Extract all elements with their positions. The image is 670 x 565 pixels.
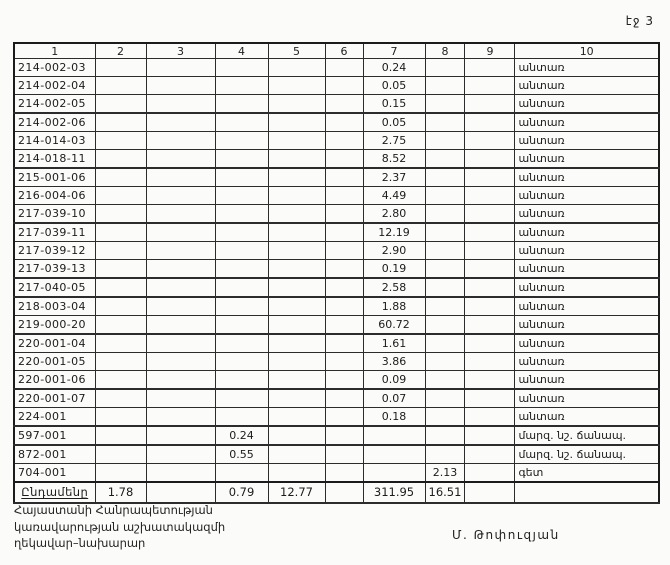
value-cell (146, 426, 215, 445)
value-cell (465, 168, 515, 187)
value-cell (325, 408, 363, 427)
table-row (14, 242, 659, 260)
column-header: 2 (95, 43, 146, 59)
total-value-cell: 16.51 (425, 482, 465, 503)
parcel-code-cell: 217-039-10 (14, 205, 95, 224)
value-cell (95, 316, 146, 335)
page-number: էջ 3 (625, 14, 654, 28)
column-header: 5 (268, 43, 325, 59)
value-cell (268, 297, 325, 316)
value-cell (425, 132, 465, 150)
value-cell (465, 334, 515, 353)
value-cell (95, 205, 146, 224)
land-type-cell: անտառ (515, 389, 659, 408)
value-cell (465, 187, 515, 205)
value-cell: 2.37 (363, 168, 425, 187)
value-cell (325, 297, 363, 316)
land-type-cell: անտառ (515, 371, 659, 390)
parcel-code-cell: 216-004-06 (14, 187, 95, 205)
table-row (14, 389, 659, 408)
value-cell (95, 371, 146, 390)
value-cell (268, 445, 325, 464)
value-cell (215, 464, 268, 483)
value-cell (325, 353, 363, 371)
table-row (14, 95, 659, 114)
value-cell (325, 59, 363, 77)
value-cell (215, 77, 268, 95)
value-cell (268, 260, 325, 279)
value-cell: 1.88 (363, 297, 425, 316)
value-cell: 0.24 (215, 426, 268, 445)
value-cell: 60.72 (363, 316, 425, 335)
value-cell: 0.24 (363, 59, 425, 77)
table-body (14, 59, 659, 504)
table-row (14, 426, 659, 445)
value-cell (95, 389, 146, 408)
value-cell (465, 113, 515, 132)
parcel-code-cell: 215-001-06 (14, 168, 95, 187)
value-cell (425, 168, 465, 187)
value-cell: 2.75 (363, 132, 425, 150)
value-cell (425, 223, 465, 242)
value-cell (215, 95, 268, 114)
value-cell (465, 389, 515, 408)
parcel-code-cell: 214-014-03 (14, 132, 95, 150)
parcel-code-cell: 597-001 (14, 426, 95, 445)
table-row (14, 187, 659, 205)
footer-org-line: Հայաստանի Հանրապետության (14, 503, 213, 517)
value-cell (268, 334, 325, 353)
value-cell (325, 205, 363, 224)
value-cell (95, 408, 146, 427)
land-type-cell: անտառ (515, 77, 659, 95)
table-row (14, 371, 659, 390)
value-cell (325, 334, 363, 353)
value-cell (363, 464, 425, 483)
value-cell (465, 132, 515, 150)
value-cell (95, 223, 146, 242)
land-type-cell: գետ (515, 464, 659, 483)
total-value-cell: 0.79 (215, 482, 268, 503)
parcel-code-cell: 214-018-11 (14, 150, 95, 169)
value-cell (465, 260, 515, 279)
value-cell (325, 187, 363, 205)
land-type-cell: անտառ (515, 260, 659, 279)
land-type-cell: անտառ (515, 132, 659, 150)
value-cell: 0.05 (363, 113, 425, 132)
value-cell (425, 353, 465, 371)
value-cell (215, 242, 268, 260)
value-cell (95, 278, 146, 297)
value-cell (465, 371, 515, 390)
value-cell (215, 389, 268, 408)
column-header: 6 (325, 43, 363, 59)
value-cell (425, 260, 465, 279)
land-type-cell: անտառ (515, 334, 659, 353)
parcel-code-cell: 224-001 (14, 408, 95, 427)
value-cell (325, 371, 363, 390)
value-cell (268, 278, 325, 297)
value-cell: 12.19 (363, 223, 425, 242)
value-cell (215, 59, 268, 77)
land-type-cell: անտառ (515, 95, 659, 114)
value-cell (425, 426, 465, 445)
value-cell: 0.15 (363, 95, 425, 114)
table-row (14, 223, 659, 242)
total-value-cell: 1.78 (95, 482, 146, 503)
value-cell (215, 408, 268, 427)
value-cell (215, 334, 268, 353)
total-value-cell (515, 482, 659, 503)
value-cell (325, 113, 363, 132)
value-cell (325, 426, 363, 445)
value-cell (215, 132, 268, 150)
value-cell (146, 150, 215, 169)
value-cell (215, 297, 268, 316)
value-cell (268, 223, 325, 242)
value-cell (215, 150, 268, 169)
value-cell (268, 132, 325, 150)
table-row (14, 316, 659, 335)
value-cell (95, 445, 146, 464)
total-label: Ընդամենը (14, 482, 95, 503)
value-cell (465, 464, 515, 483)
value-cell (268, 150, 325, 169)
table-row (14, 132, 659, 150)
value-cell (146, 113, 215, 132)
parcel-code-cell: 214-002-04 (14, 77, 95, 95)
value-cell (95, 95, 146, 114)
land-type-cell: անտառ (515, 150, 659, 169)
value-cell: 2.58 (363, 278, 425, 297)
value-cell (363, 445, 425, 464)
table-row (14, 59, 659, 77)
value-cell (425, 150, 465, 169)
total-value-cell (465, 482, 515, 503)
value-cell (268, 168, 325, 187)
value-cell (425, 297, 465, 316)
value-cell (425, 113, 465, 132)
value-cell (425, 95, 465, 114)
value-cell (325, 150, 363, 169)
value-cell (465, 205, 515, 224)
parcel-code-cell: 220-001-05 (14, 353, 95, 371)
land-type-cell: անտառ (515, 297, 659, 316)
value-cell (215, 260, 268, 279)
value-cell (325, 168, 363, 187)
value-cell (146, 77, 215, 95)
parcel-code-cell: 217-039-13 (14, 260, 95, 279)
value-cell: 2.80 (363, 205, 425, 224)
land-type-cell: մարզ. նշ. ճանապ. (515, 426, 659, 445)
value-cell (425, 408, 465, 427)
value-cell (268, 464, 325, 483)
value-cell (146, 316, 215, 335)
value-cell (95, 353, 146, 371)
value-cell (425, 242, 465, 260)
land-type-cell: անտառ (515, 187, 659, 205)
value-cell (325, 260, 363, 279)
value-cell (325, 464, 363, 483)
parcel-code-cell: 220-001-04 (14, 334, 95, 353)
table-row (14, 150, 659, 169)
value-cell (325, 132, 363, 150)
value-cell (268, 389, 325, 408)
table-row (14, 297, 659, 316)
value-cell (146, 168, 215, 187)
value-cell (215, 168, 268, 187)
column-header: 10 (515, 43, 659, 59)
value-cell (268, 371, 325, 390)
value-cell (425, 371, 465, 390)
land-type-cell: անտառ (515, 278, 659, 297)
column-header: 4 (215, 43, 268, 59)
value-cell (95, 297, 146, 316)
value-cell: 8.52 (363, 150, 425, 169)
column-header: 8 (425, 43, 465, 59)
land-type-cell: անտառ (515, 113, 659, 132)
value-cell (465, 316, 515, 335)
value-cell (325, 95, 363, 114)
value-cell (465, 353, 515, 371)
value-cell (465, 223, 515, 242)
value-cell (146, 59, 215, 77)
value-cell (146, 464, 215, 483)
value-cell (146, 297, 215, 316)
parcel-code-cell: 218-003-04 (14, 297, 95, 316)
value-cell (425, 59, 465, 77)
land-type-cell: անտառ (515, 223, 659, 242)
value-cell (146, 353, 215, 371)
value-cell (325, 316, 363, 335)
value-cell (425, 445, 465, 464)
value-cell (95, 187, 146, 205)
value-cell (425, 187, 465, 205)
value-cell (215, 371, 268, 390)
parcel-code-cell: 219-000-20 (14, 316, 95, 335)
total-value-cell: 311.95 (363, 482, 425, 503)
value-cell (465, 426, 515, 445)
value-cell (465, 95, 515, 114)
parcel-code-cell: 217-039-12 (14, 242, 95, 260)
value-cell (465, 445, 515, 464)
value-cell (95, 77, 146, 95)
value-cell: 4.49 (363, 187, 425, 205)
value-cell (95, 464, 146, 483)
value-cell (268, 59, 325, 77)
value-cell: 0.19 (363, 260, 425, 279)
table-row (14, 113, 659, 132)
footer-org-block (14, 502, 225, 552)
value-cell (215, 205, 268, 224)
parcels-table (13, 42, 660, 504)
parcel-code-cell: 217-039-11 (14, 223, 95, 242)
value-cell (146, 389, 215, 408)
signatory-name: Մ. Թոփուզյան (452, 528, 560, 542)
table-row (14, 205, 659, 224)
value-cell (425, 77, 465, 95)
table-row (14, 464, 659, 483)
value-cell (325, 389, 363, 408)
value-cell (325, 77, 363, 95)
value-cell (95, 132, 146, 150)
land-type-cell: անտառ (515, 168, 659, 187)
value-cell (425, 316, 465, 335)
value-cell (268, 113, 325, 132)
value-cell (95, 150, 146, 169)
land-type-cell: անտառ (515, 353, 659, 371)
table-row (14, 408, 659, 427)
column-header: 3 (146, 43, 215, 59)
value-cell (95, 260, 146, 279)
value-cell (268, 426, 325, 445)
value-cell (146, 334, 215, 353)
parcel-code-cell: 214-002-05 (14, 95, 95, 114)
value-cell (425, 205, 465, 224)
value-cell (465, 150, 515, 169)
value-cell (325, 242, 363, 260)
value-cell: 0.05 (363, 77, 425, 95)
land-type-cell: անտառ (515, 408, 659, 427)
value-cell: 0.09 (363, 371, 425, 390)
value-cell (146, 205, 215, 224)
value-cell (268, 205, 325, 224)
value-cell (95, 334, 146, 353)
value-cell (146, 187, 215, 205)
value-cell (146, 371, 215, 390)
value-cell (95, 168, 146, 187)
value-cell (215, 353, 268, 371)
value-cell (146, 445, 215, 464)
value-cell (325, 278, 363, 297)
value-cell: 0.18 (363, 408, 425, 427)
value-cell (363, 426, 425, 445)
value-cell (95, 113, 146, 132)
column-header: 7 (363, 43, 425, 59)
value-cell (215, 278, 268, 297)
value-cell (146, 95, 215, 114)
table-row (14, 278, 659, 297)
value-cell: 3.86 (363, 353, 425, 371)
value-cell (465, 77, 515, 95)
table-row (14, 334, 659, 353)
value-cell (268, 242, 325, 260)
table-row (14, 77, 659, 95)
value-cell (325, 445, 363, 464)
value-cell (146, 260, 215, 279)
table-row (14, 168, 659, 187)
column-header: 9 (465, 43, 515, 59)
parcel-code-cell: 214-002-03 (14, 59, 95, 77)
value-cell (146, 278, 215, 297)
parcel-code-cell: 220-001-06 (14, 371, 95, 390)
parcel-code-cell: 872-001 (14, 445, 95, 464)
table-row (14, 353, 659, 371)
value-cell (268, 187, 325, 205)
value-cell (215, 223, 268, 242)
total-value-cell: 12.77 (268, 482, 325, 503)
value-cell (425, 334, 465, 353)
value-cell (268, 408, 325, 427)
footer-org-line: կառավարության աշխատակազմի (14, 519, 226, 534)
value-cell (268, 77, 325, 95)
value-cell (325, 223, 363, 242)
footer-org-line: ղեկավար–նախարար (14, 536, 146, 550)
value-cell (268, 316, 325, 335)
land-type-cell: անտառ (515, 242, 659, 260)
value-cell (465, 59, 515, 77)
value-cell: 0.07 (363, 389, 425, 408)
value-cell: 1.61 (363, 334, 425, 353)
parcel-code-cell: 704-001 (14, 464, 95, 483)
value-cell (146, 242, 215, 260)
value-cell (465, 408, 515, 427)
table-row (14, 260, 659, 279)
land-type-cell: անտառ (515, 59, 659, 77)
parcel-code-cell: 214-002-06 (14, 113, 95, 132)
value-cell (268, 95, 325, 114)
value-cell (95, 242, 146, 260)
value-cell: 0.55 (215, 445, 268, 464)
table-row (14, 445, 659, 464)
value-cell (465, 278, 515, 297)
value-cell (146, 132, 215, 150)
parcel-code-cell: 220-001-07 (14, 389, 95, 408)
total-value-cell (146, 482, 215, 503)
value-cell (215, 113, 268, 132)
total-row (14, 482, 659, 503)
value-cell (465, 297, 515, 316)
value-cell: 2.13 (425, 464, 465, 483)
land-type-cell: անտառ (515, 205, 659, 224)
value-cell (425, 389, 465, 408)
value-cell (465, 242, 515, 260)
value-cell (215, 316, 268, 335)
value-cell (268, 353, 325, 371)
value-cell (95, 59, 146, 77)
column-header: 1 (14, 43, 95, 59)
parcel-code-cell: 217-040-05 (14, 278, 95, 297)
land-type-cell: մարզ. նշ. ճանապ. (515, 445, 659, 464)
value-cell (425, 278, 465, 297)
value-cell: 2.90 (363, 242, 425, 260)
total-value-cell (325, 482, 363, 503)
value-cell (95, 426, 146, 445)
land-type-cell: անտառ (515, 316, 659, 335)
column-header-row (14, 43, 659, 59)
value-cell (215, 187, 268, 205)
value-cell (146, 408, 215, 427)
value-cell (146, 223, 215, 242)
